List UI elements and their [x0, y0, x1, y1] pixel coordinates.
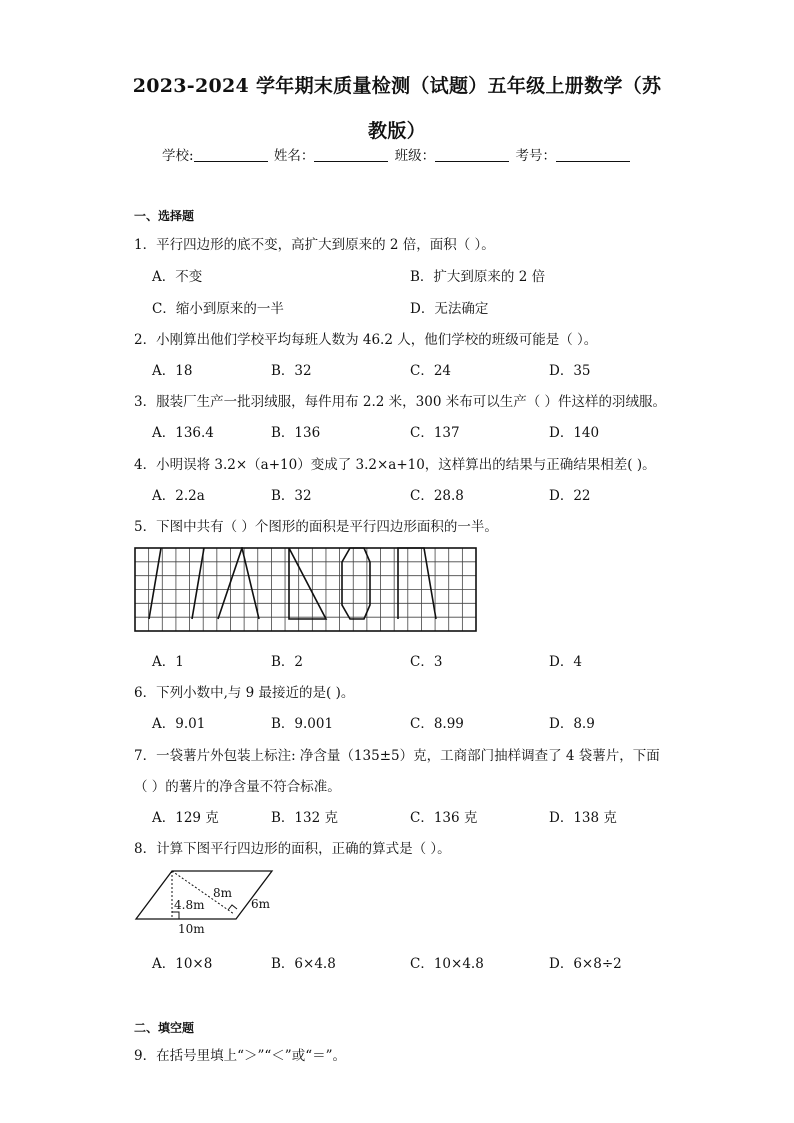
school-blank[interactable] [194, 148, 268, 162]
exam-no-label: 考号： [515, 148, 556, 164]
student-info-row [0, 144, 794, 164]
q7-option-c[interactable]: C．136 克 [410, 810, 478, 826]
question-9: 9．在括号里填上“＞”“＜”或“＝”。 [134, 1048, 346, 1064]
q1-option-a[interactable]: A．不变 [152, 269, 203, 285]
exam-no-blank[interactable] [556, 148, 630, 162]
question-6: 6．下列小数中,与 9 最接近的是( )。 [134, 685, 355, 701]
q7-option-d[interactable]: D．138 克 [549, 810, 617, 826]
q1-option-c[interactable]: C．缩小到原来的一半 [152, 301, 284, 317]
q3-option-c[interactable]: C．137 [410, 425, 460, 441]
q5-shape-trapezoid [398, 548, 436, 619]
q8-option-d[interactable]: D．6×8÷2 [549, 956, 622, 972]
q8-side-label: 6m [251, 897, 271, 911]
q1-option-d[interactable]: D．无法确定 [410, 301, 489, 317]
name-label: 姓名： [273, 148, 315, 164]
question-1: 1．平行四边形的底不变，高扩大到原来的 2 倍，面积（ ）。 [134, 237, 495, 253]
class-label: 班级： [394, 148, 436, 164]
question-7-line-2: （ ）的薯片的净含量不符合标准。 [134, 779, 341, 795]
q4-option-b[interactable]: B．32 [271, 488, 312, 504]
school-label: 学校: [162, 148, 194, 164]
q8-option-b[interactable]: B．6×4.8 [271, 956, 336, 972]
class-blank[interactable] [435, 148, 509, 162]
title-line-2: 教版） [368, 120, 426, 142]
q8-right-angle-mark-base [172, 912, 179, 919]
q8-height-label: 4.8m [174, 898, 205, 912]
q5-option-b[interactable]: B．2 [271, 654, 304, 670]
title-line-1: 2023-2024 学年期末质量检测（试题）五年级上册数学（苏 [132, 75, 662, 97]
q1-option-b[interactable]: B．扩大到原来的 2 倍 [410, 269, 546, 285]
q2-option-a[interactable]: A．18 [152, 363, 193, 379]
q5-option-a[interactable]: A．1 [152, 654, 184, 670]
question-8: 8．计算下图平行四边形的面积，正确的算式是（ ）。 [134, 841, 451, 857]
q2-option-b[interactable]: B．32 [271, 363, 312, 379]
exam-title [120, 64, 674, 154]
q5-shape-triangle-1 [218, 548, 259, 619]
q2-option-c[interactable]: C．24 [410, 363, 452, 379]
question-4: 4．小明误将 3.2×（a+10）变成了 3.2×a+10，这样算出的结果与正确结果相差( )。 [134, 457, 656, 473]
q8-base-label: 10m [178, 922, 205, 936]
q4-option-c[interactable]: C．28.8 [410, 488, 464, 504]
q5-shape-octagon [342, 548, 370, 619]
q6-option-a[interactable]: A．9.01 [152, 716, 206, 732]
q5-shape-line-1 [149, 548, 161, 619]
q4-option-d[interactable]: D．22 [549, 488, 591, 504]
q8-parallelogram-figure [130, 866, 280, 938]
name-blank[interactable] [314, 148, 388, 162]
q5-shape-diagonal [289, 548, 326, 619]
q8-diagonal-label: 8m [213, 886, 233, 900]
q2-option-d[interactable]: D．35 [549, 363, 591, 379]
q7-option-a[interactable]: A．129 克 [152, 810, 219, 826]
q5-option-d[interactable]: D．4 [549, 654, 582, 670]
question-2: 2．小刚算出他们学校平均每班人数为 46.2 人，他们学校的班级可能是（ ）。 [134, 332, 598, 348]
section-heading-choice: 一、选择题 [134, 209, 195, 223]
q5-grid-figure [134, 547, 479, 634]
q6-option-c[interactable]: C．8.99 [410, 716, 464, 732]
q3-option-b[interactable]: B．136 [271, 425, 321, 441]
question-7: 7．一袋薯片外包装上标注: 净含量（135±5）克，工商部门抽样调查了 4 袋薯片，下面 [134, 748, 660, 764]
q3-option-d[interactable]: D．140 [549, 425, 600, 441]
q3-option-a[interactable]: A．136.4 [152, 425, 214, 441]
question-5: 5．下图中共有（ ）个图形的面积是平行四边形面积的一半。 [134, 519, 498, 535]
q5-option-c[interactable]: C．3 [410, 654, 443, 670]
section-heading-fill: 二、填空题 [134, 1021, 195, 1035]
q5-shape-line-2 [192, 548, 204, 619]
question-3: 3．服装厂生产一批羽绒服，每件用布 2.2 米，300 米布可以生产（ ）件这样的羽绒服。 [134, 394, 666, 410]
q8-option-a[interactable]: A．10×8 [152, 956, 213, 972]
q8-option-c[interactable]: C．10×4.8 [410, 956, 484, 972]
q6-option-b[interactable]: B．9.001 [271, 716, 334, 732]
q4-option-a[interactable]: A．2.2a [152, 488, 205, 504]
q6-option-d[interactable]: D．8.9 [549, 716, 595, 732]
q8-right-angle-mark-side [228, 905, 237, 910]
q7-option-b[interactable]: B．132 克 [271, 810, 338, 826]
